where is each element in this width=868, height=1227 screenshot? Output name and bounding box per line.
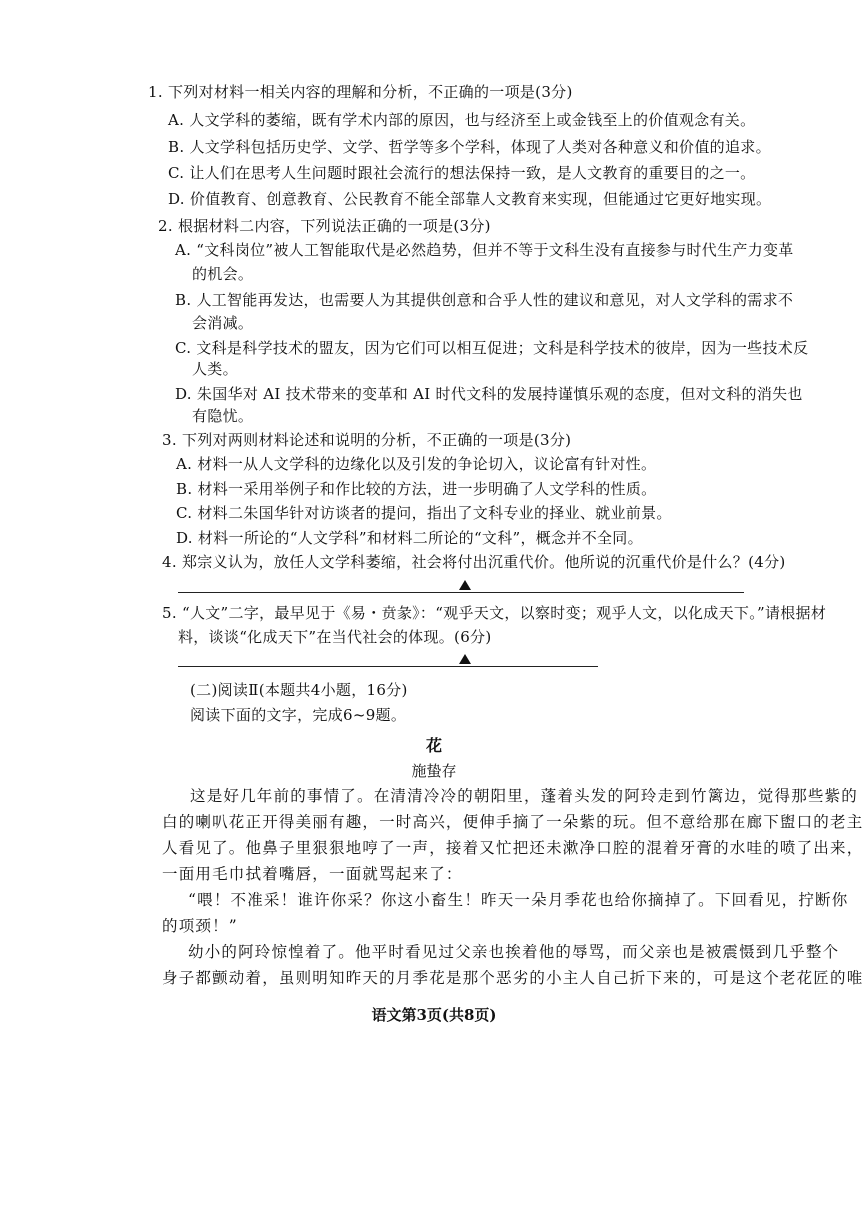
question-3-option-d: D. 材料一所论的“人文学科”和材料二所论的“文科”，概念并不全同。 — [176, 529, 643, 547]
question-1-option-d: D. 价值教育、创意教育、公民教育不能全部靠人文教育来实现，但能通过它更好地实现。 — [168, 190, 772, 208]
question-3-option-c: C. 材料二朱国华针对访谈者的提问，指出了文科专业的择业、就业前景。 — [176, 504, 672, 522]
question-1-option-b: B. 人文学科包括历史学、文学、哲学等多个学科，体现了人类对各种意义和价值的追求。 — [168, 138, 771, 156]
story-paragraph-line: 幼小的阿玲惊惶着了。他平时看见过父亲也挨着他的辱骂，而父亲也是被震慑到几乎整个 — [188, 943, 840, 961]
story-paragraph-line: 一面用毛巾拭着嘴唇，一面就骂起来了： — [162, 865, 463, 883]
question-5-stem: 5. “人文”二字，最早见于《易・贲彖》：“观乎天文，以察时变；观乎人文，以化成天下。”请根据材 — [162, 604, 827, 622]
story-title: 花 — [425, 736, 442, 755]
question-1-option-a: A. 人文学科的萎缩，既有学术内部的原因，也与经济至上或金钱至上的价值观念有关。 — [168, 111, 756, 129]
answer-marker-icon — [459, 654, 471, 664]
story-paragraph-line: 白的喇叭花正开得美丽有趣，一时高兴，便伸手摘了一朵紫的玩。但不意给那在廊下盥口的老主 — [162, 813, 864, 831]
story-paragraph-line: 这是好几年前的事情了。在清清冷冷的朝阳里，蓬着头发的阿玲走到竹篱边，觉得那些紫的 — [190, 787, 859, 805]
story-author: 施蛰存 — [411, 762, 457, 780]
section-heading: (二)阅读Ⅱ(本题共4小题，16分) — [190, 681, 408, 699]
answer-marker-icon — [459, 580, 471, 590]
question-2-option-c-cont: 人类。 — [192, 360, 238, 378]
question-1-stem: 1. 下列对材料一相关内容的理解和分析，不正确的一项是(3分) — [148, 83, 573, 101]
question-4-stem: 4. 郑宗义认为，放任人文学科萎缩，社会将付出沉重代价。他所说的沉重代价是什么？(4分) — [162, 553, 786, 571]
story-paragraph-line: “喂！不准采！谁许你采？你这小畜生！昨天一朵月季花也给你摘掉了。下回看见，拧断你 — [188, 891, 849, 909]
question-5-stem-cont: 料，谈谈“化成天下”在当代社会的体现。(6分) — [178, 628, 492, 646]
answer-line-q5[interactable] — [178, 666, 598, 667]
question-2-option-a: A. “文科岗位”被人工智能取代是必然趋势，但并不等于文科生没有直接参与时代生产力变革 — [175, 241, 794, 259]
question-1-option-c: C. 让人们在思考人生问题时跟社会流行的想法保持一致，是人文教育的重要目的之一。 — [168, 164, 756, 182]
page-footer: 语文第3页(共8页) — [371, 1006, 497, 1024]
story-paragraph-line: 人看见了。他鼻子里狠狠地哼了一声，接着又忙把还未漱净口腔的混着牙膏的水哇的喷了出来， — [162, 839, 864, 857]
question-2-option-a-cont: 的机会。 — [192, 265, 254, 283]
question-3-option-b: B. 材料一采用举例子和作比较的方法，进一步明确了人文学科的性质。 — [176, 480, 657, 498]
section-instruction: 阅读下面的文字，完成6~9题。 — [190, 706, 407, 724]
story-paragraph-line: 身子都颤动着，虽则明知昨天的月季花是那个恶劣的小主人自己折下来的，可是这个老花匠的唯 — [162, 969, 864, 987]
question-2-option-d-cont: 有隐忧。 — [192, 407, 254, 425]
question-2-stem: 2. 根据材料二内容，下列说法正确的一项是(3分) — [158, 217, 491, 235]
question-3-stem: 3. 下列对两则材料论述和说明的分析，不正确的一项是(3分) — [162, 431, 572, 449]
answer-line-q4[interactable] — [178, 592, 744, 593]
question-2-option-b-cont: 会消减。 — [192, 314, 254, 332]
question-2-option-c: C. 文科是科学技术的盟友，因为它们可以相互促进；文科是科学技术的彼岸，因为一些技术反 — [175, 339, 809, 357]
question-2-option-b: B. 人工智能再发达，也需要人为其提供创意和合乎人性的建议和意见，对人文学科的需求不 — [175, 291, 794, 309]
question-2-option-d: D. 朱国华对 AI 技术带来的变革和 AI 时代文科的发展持谨慎乐观的态度，但对文科的消失也 — [175, 385, 803, 403]
question-3-option-a: A. 材料一从人文学科的边缘化以及引发的争论切入，议论富有针对性。 — [176, 455, 657, 473]
story-paragraph-line: 的项颈！” — [162, 917, 238, 935]
